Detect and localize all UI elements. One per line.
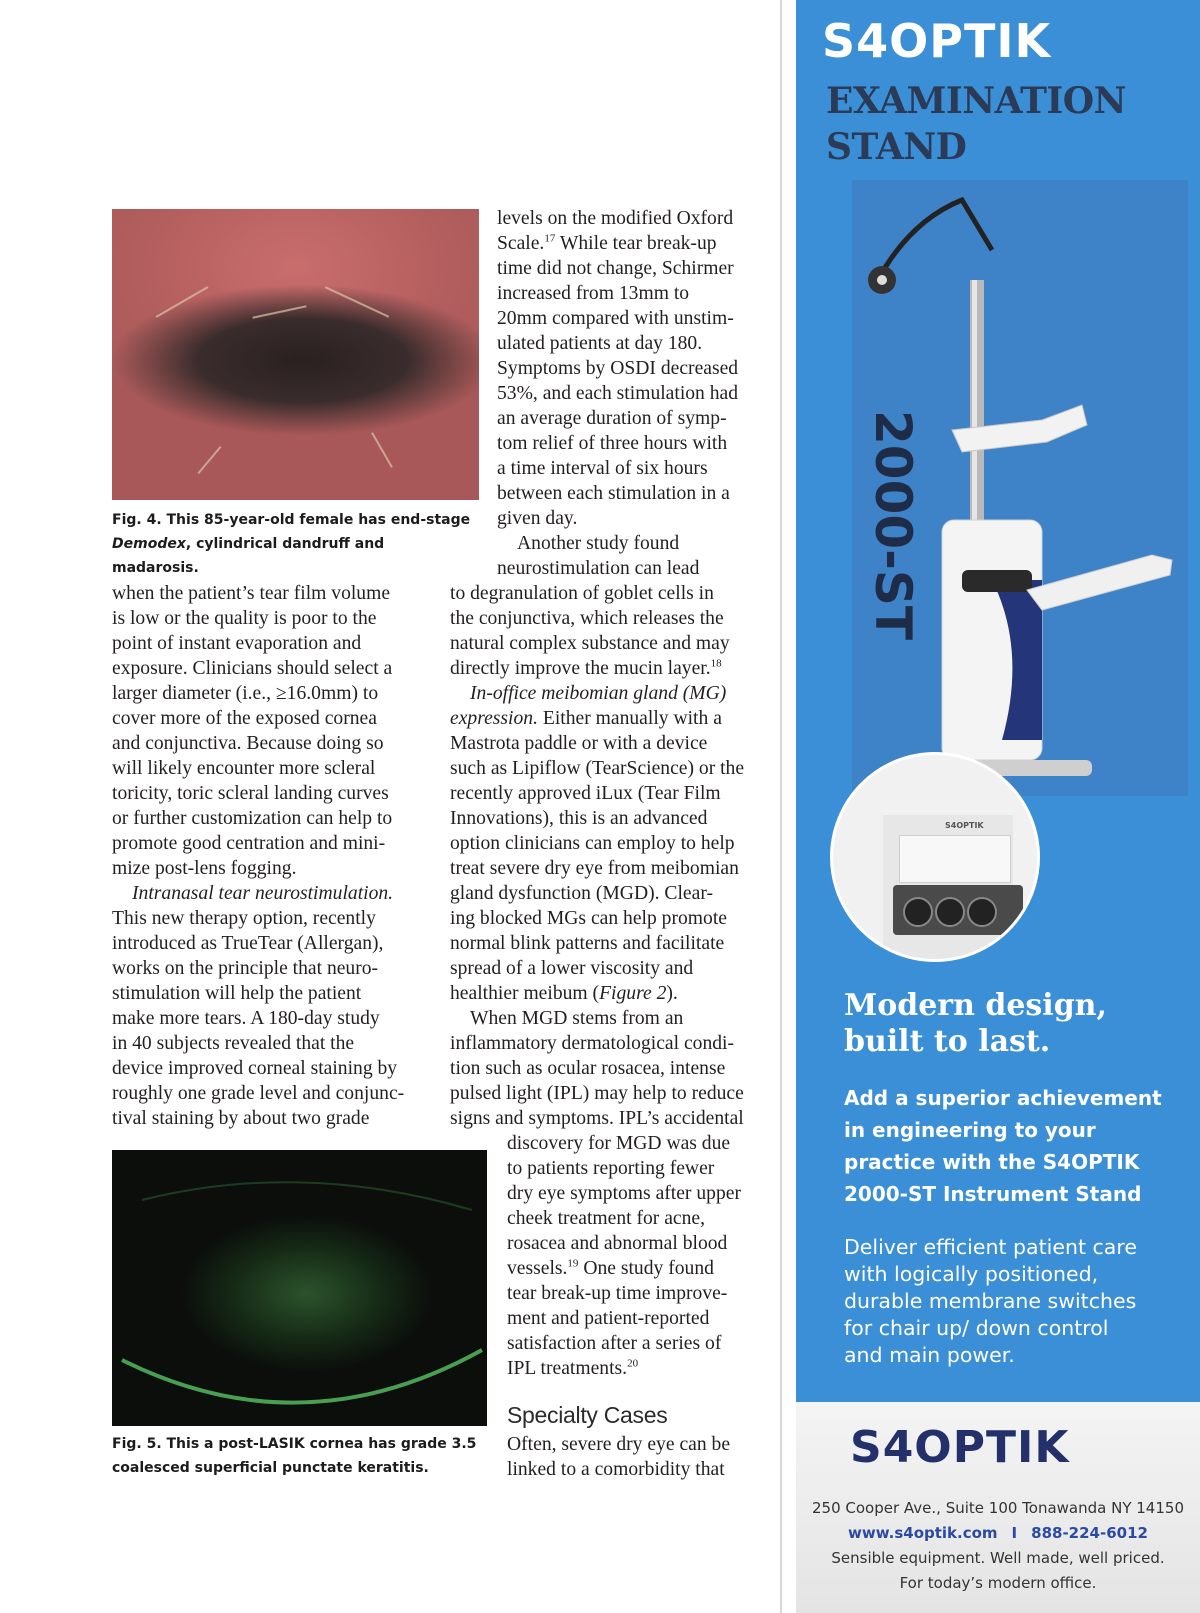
figure-5-caption: Fig. 5. This a post-LASIK cornea has grade 3.5 coalesced superficial punctate keratitis. [112,1436,477,1476]
ad-subheading: Add a superior achievement in engineering to your practice with the S4OPTIK 2000-ST Instrument Stand [844,1086,1162,1206]
ad-contact-block: 250 Cooper Ave., Suite 100 Tonawanda NY 14150 www.s4optik.com I 888-224-6012 Sensible equipment. Well made, well priced. For today’s modern office. [796,1496,1200,1596]
mg-expression-heading: In-office meibomian gland (MG) [470,683,727,704]
model-vertical-label: 2000-ST [864,410,922,641]
ad-slogan-2: For today’s modern office. [899,1574,1097,1592]
ad-brand-logo: S4OPTIK [822,14,1052,68]
control-panel-brand: S4OPTIK [945,821,984,830]
ad-website-link[interactable]: www.s4optik.com [848,1524,998,1542]
neurostimulation-heading: Intranasal tear neurostimulation. [132,883,394,904]
footer-brand-logo: S4OPTIK [850,1422,1070,1473]
sidebar-divider [780,0,782,1613]
column-2-middle-text: to degranulation of goblet cells in the conjunctiva, which releases the natural complex substance and may directly improve the mucin layer.$^{18}$ In-office meibomian gland (MG) expression. Either manually with a Mastrota paddle or with a device such as Lipiflow (TearScience) or the recently approved iLux (Tear Film Innovations), this is an advanced option clinicians can employ to help treat severe dry eye from meibomian gland dysfunction (MGD). Clear- ing blocked MGs can help promote normal blink patterns and facilitate spread of a lower viscosity and healthier meibum (Figure 2). When MGD stems from an inflammatory dermatological condi- tion such as ocular rosacea, intense pulsed light (IPL) may help to reduce signs and symptoms. IPL’s accidental [450,583,745,1129]
ad-phone: 888-224-6012 [1031,1524,1148,1542]
specialty-cases-heading: Specialty Cases [507,1402,668,1428]
ad-slogan-1: Sensible equipment. Well made, well priced. [831,1549,1165,1567]
specialty-cases-text: Often, severe dry eye can be linked to a comorbidity that [507,1434,731,1480]
cornea-staining-arc [112,1150,487,1426]
s4optik-advertisement [796,0,1200,1402]
ad-address: 250 Cooper Ave., Suite 100 Tonawanda NY 14150 [812,1499,1184,1517]
ad-description: Deliver efficient patient care with logically positioned, durable membrane switches for chair up/ down control and main power. [844,1235,1137,1367]
figure-5-cornea-photo [112,1150,487,1426]
column-2-top-text: levels on the modified Oxford Scale.$^{17}$ While tear break-up time did not change, Schirmer increased from 13mm to 20mm compared with unstim- ulated patients at day 180. Symptoms by OSDI decreased 53%, and each stimulation had an average duration of symp- tom relief of three hours with a time interval of six hours between each stimulation in a given day. Another study found neurostimulation can lead [497,208,739,579]
figure-4-caption: Fig. 4. This 85-year-old female has end-stage Demodex, cylindrical dandruff and madarosis. [112,512,471,576]
caption-italic-term: Demodex [112,536,186,552]
ad-tagline: Modern design, built to last. [844,988,1107,1059]
control-panel-zoom-circle [830,752,1040,962]
ad-headline: EXAMINATION STAND [826,80,1126,168]
ad-footer [796,1402,1200,1613]
column-2-lower-text: discovery for MGD was due to patients reporting fewer dry eye symptoms after upper cheek treatment for acne, rosacea and abnormal blood vessels.$^{19}$ One study found tear break-up time improve- ment and patient-reported satisfaction after a series of IPL treatments.$^{20}$ [507,1133,741,1379]
figure-2-reference: Figure 2 [599,983,667,1004]
figure-4-eyelid-photo [112,209,479,500]
column-1-text: when the patient’s tear film volume is low or the quality is poor to the point of instant evaporation and exposure. Clinicians should select a larger diameter (i.e., ≥16.0mm) to cover more of the exposed cornea and conjunctiva. Because doing so will likely encounter more scleral toricity, toric scleral landing curves or further customization can help to promote good centration and mini- mize post-lens fogging. Intranasal tear neurostimulation. This new therapy option, recently introduced as TrueTear (Allergan), works on the principle that neuro- stimulation will help the patient make more tears. A 180-day study in 40 subjects revealed that the device improved corneal staining by roughly one grade level and conjunc- tival staining by about two grade [112,583,405,1129]
